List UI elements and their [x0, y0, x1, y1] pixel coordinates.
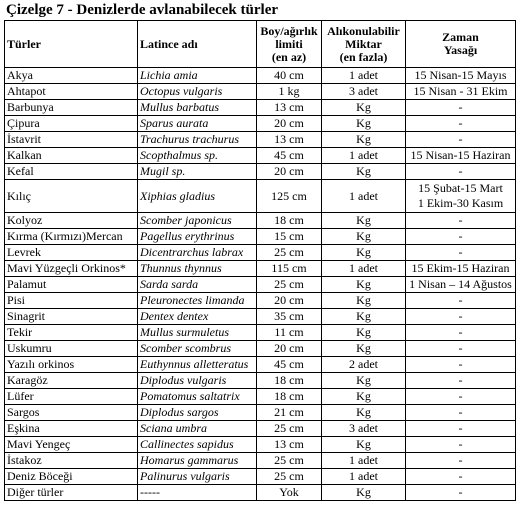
size-limit-cell: 15 cm [257, 229, 322, 245]
table-row [5, 132, 516, 148]
quantity-cell: 1 adet [322, 68, 406, 84]
table-row [5, 357, 516, 373]
size-limit-cell: 25 cm [257, 277, 322, 293]
header-qty-line1: Alıkonulabilir [327, 23, 400, 38]
time-ban-line: 1 Nisan – 14 Ağustos [409, 277, 512, 291]
time-ban-cell [406, 437, 516, 453]
latin-name-cell: Scomber scombrus [138, 341, 257, 357]
table-body [5, 68, 516, 501]
header-quantity [322, 21, 406, 68]
latin-name-cell: Thunnus thynnus [138, 261, 257, 277]
time-ban-line: - [458, 437, 463, 451]
species-name-cell: Akya [5, 68, 138, 84]
latin-name-cell: Callinectes sapidus [138, 437, 257, 453]
table-row [5, 309, 516, 325]
time-ban-cell [406, 164, 516, 180]
time-ban-cell [406, 213, 516, 229]
species-name-cell: Tekir [5, 325, 138, 341]
size-limit-cell: 35 cm [257, 309, 322, 325]
latin-name-cell: Homarus gammarus [138, 453, 257, 469]
table-row [5, 453, 516, 469]
header-ban-line1: Zaman [442, 30, 479, 44]
table-row [5, 405, 516, 421]
table-title: Çizelge 7 - Denizlerde avlanabilecek türler [6, 2, 279, 18]
header-latin: Latince adı [138, 21, 257, 68]
species-name-cell: Karagöz [5, 373, 138, 389]
latin-name-cell: Diplodus sargos [138, 405, 257, 421]
time-ban-line: - [458, 132, 463, 146]
quantity-cell: Kg [322, 213, 406, 229]
time-ban-cell [406, 180, 516, 213]
time-ban-cell [406, 405, 516, 421]
time-ban-line: - [458, 245, 463, 259]
header-limit [257, 21, 322, 68]
latin-name-cell: Sarda sarda [138, 277, 257, 293]
time-ban-cell [406, 132, 516, 148]
quantity-cell: Kg [322, 325, 406, 341]
latin-name-cell: ----- [138, 485, 257, 501]
size-limit-cell: 18 cm [257, 373, 322, 389]
size-limit-cell: 25 cm [257, 421, 322, 437]
table-row [5, 373, 516, 389]
latin-name-cell: Sciana umbra [138, 421, 257, 437]
time-ban-line: - [458, 116, 463, 130]
size-limit-cell: 25 cm [257, 453, 322, 469]
quantity-cell: 1 adet [322, 469, 406, 485]
time-ban-line: 15 Şubat-15 Mart [418, 181, 503, 195]
size-limit-cell: 45 cm [257, 357, 322, 373]
quantity-cell: 3 adet [322, 421, 406, 437]
time-ban-cell [406, 245, 516, 261]
table-row [5, 341, 516, 357]
size-limit-cell: 115 cm [257, 261, 322, 277]
species-name-cell: Pisi [5, 293, 138, 309]
size-limit-cell: 21 cm [257, 405, 322, 421]
quantity-cell: Kg [322, 245, 406, 261]
quantity-cell: Kg [322, 132, 406, 148]
time-ban-line: 15 Nisan-15 Haziran [410, 148, 511, 162]
species-name-cell: Kalkan [5, 148, 138, 164]
table-row [5, 180, 516, 213]
species-name-cell: Levrek [5, 245, 138, 261]
time-ban-line: - [458, 325, 463, 339]
time-ban-line: - [458, 389, 463, 403]
quantity-cell: Kg [322, 389, 406, 405]
species-name-cell: Lüfer [5, 389, 138, 405]
quantity-cell: Kg [322, 485, 406, 501]
quantity-cell: 3 adet [322, 84, 406, 100]
time-ban-line: - [458, 164, 463, 178]
time-ban-line: 1 Ekim-30 Kasım [417, 196, 504, 210]
time-ban-cell [406, 116, 516, 132]
latin-name-cell: Palinurus vulgaris [138, 469, 257, 485]
species-name-cell: Eşkina [5, 421, 138, 437]
quantity-cell: Kg [322, 116, 406, 132]
table-row [5, 485, 516, 501]
size-limit-cell: 45 cm [257, 148, 322, 164]
time-ban-line: 15 Nisan-15 Mayıs [414, 68, 507, 82]
time-ban-line: - [458, 293, 463, 307]
time-ban-cell [406, 261, 516, 277]
table-row [5, 293, 516, 309]
time-ban-line: - [458, 229, 463, 243]
species-name-cell: Kefal [5, 164, 138, 180]
species-name-cell: Yazılı orkinos [5, 357, 138, 373]
size-limit-cell: 13 cm [257, 437, 322, 453]
size-limit-cell: 25 cm [257, 245, 322, 261]
time-ban-cell [406, 469, 516, 485]
latin-name-cell: Mullus surmuletus [138, 325, 257, 341]
latin-name-cell: Octopus vulgaris [138, 84, 257, 100]
latin-name-cell: Pomatomus saltatrix [138, 389, 257, 405]
table-row [5, 261, 516, 277]
time-ban-cell [406, 309, 516, 325]
size-limit-cell: 18 cm [257, 389, 322, 405]
quantity-cell: Kg [322, 309, 406, 325]
species-name-cell: Mavi Yengeç [5, 437, 138, 453]
size-limit-cell: 125 cm [257, 180, 322, 213]
header-row [5, 21, 516, 68]
species-name-cell: Kolyoz [5, 213, 138, 229]
size-limit-cell: 13 cm [257, 100, 322, 116]
time-ban-cell [406, 389, 516, 405]
latin-name-cell: Mugil sp. [138, 164, 257, 180]
quantity-cell: 1 adet [322, 148, 406, 164]
latin-name-cell: Scopthalmus sp. [138, 148, 257, 164]
size-limit-cell: 20 cm [257, 341, 322, 357]
quantity-cell: 2 adet [322, 357, 406, 373]
time-ban-cell [406, 373, 516, 389]
species-name-cell: Kılıç [5, 180, 138, 213]
table-row [5, 245, 516, 261]
quantity-cell: 1 adet [322, 261, 406, 277]
latin-name-cell: Dicentrarchus labrax [138, 245, 257, 261]
size-limit-cell: 20 cm [257, 116, 322, 132]
time-ban-cell [406, 84, 516, 100]
time-ban-cell [406, 229, 516, 245]
time-ban-cell [406, 421, 516, 437]
time-ban-line: - [458, 373, 463, 387]
latin-name-cell: Pagellus erythrinus [138, 229, 257, 245]
size-limit-cell: Yok [257, 485, 322, 501]
latin-name-cell: Euthynnus alletteratus [138, 357, 257, 373]
size-limit-cell: 20 cm [257, 164, 322, 180]
table-row [5, 277, 516, 293]
table-row [5, 213, 516, 229]
time-ban-line: 15 Nisan - 31 Ekim [413, 84, 508, 98]
quantity-cell: Kg [322, 437, 406, 453]
quantity-cell: 1 adet [322, 453, 406, 469]
time-ban-line: - [458, 341, 463, 355]
species-name-cell: İstavrit [5, 132, 138, 148]
time-ban-cell [406, 293, 516, 309]
size-limit-cell: 13 cm [257, 132, 322, 148]
header-qty-line3: (en fazla) [339, 49, 388, 64]
time-ban-cell [406, 357, 516, 373]
species-table [4, 20, 516, 501]
size-limit-cell: 20 cm [257, 293, 322, 309]
quantity-cell: Kg [322, 100, 406, 116]
table-row [5, 437, 516, 453]
time-ban-cell [406, 453, 516, 469]
time-ban-cell [406, 68, 516, 84]
size-limit-cell: 11 cm [257, 325, 322, 341]
quantity-cell: 1 adet [322, 180, 406, 213]
species-name-cell: Ahtapot [5, 84, 138, 100]
table-row [5, 148, 516, 164]
species-name-cell: Kırma (Kırmızı)Mercan [5, 229, 138, 245]
time-ban-line: 15 Ekim-15 Haziran [411, 261, 510, 275]
time-ban-line: - [458, 309, 463, 323]
time-ban-line: - [458, 357, 463, 371]
header-species: Türler [5, 21, 138, 68]
time-ban-cell [406, 148, 516, 164]
time-ban-cell [406, 100, 516, 116]
header-qty-line2: Miktar [345, 36, 382, 51]
table-row [5, 325, 516, 341]
size-limit-cell: 40 cm [257, 68, 322, 84]
table-row [5, 100, 516, 116]
time-ban-cell [406, 325, 516, 341]
size-limit-cell: 1 kg [257, 84, 322, 100]
species-name-cell: Sargos [5, 405, 138, 421]
time-ban-line: - [458, 485, 463, 499]
species-name-cell: Sinagrit [5, 309, 138, 325]
table-row [5, 229, 516, 245]
latin-name-cell: Dentex dentex [138, 309, 257, 325]
table-row [5, 68, 516, 84]
species-name-cell: İstakoz [5, 453, 138, 469]
time-ban-line: - [458, 100, 463, 114]
species-name-cell: Palamut [5, 277, 138, 293]
table-row [5, 84, 516, 100]
header-time-ban [406, 21, 516, 68]
header-limit-line2: limiti [275, 36, 303, 51]
quantity-cell: Kg [322, 373, 406, 389]
latin-name-cell: Sparus aurata [138, 116, 257, 132]
latin-name-cell: Lichia amia [138, 68, 257, 84]
species-name-cell: Uskumru [5, 341, 138, 357]
species-name-cell: Deniz Böceği [5, 469, 138, 485]
table-row [5, 164, 516, 180]
size-limit-cell: 18 cm [257, 213, 322, 229]
time-ban-line: - [458, 421, 463, 435]
quantity-cell: Kg [322, 341, 406, 357]
latin-name-cell: Diplodus vulgaris [138, 373, 257, 389]
header-limit-line3: (en az) [271, 49, 307, 64]
table-row [5, 389, 516, 405]
quantity-cell: Kg [322, 229, 406, 245]
species-name-cell: Mavi Yüzgeçli Orkinos* [5, 261, 138, 277]
quantity-cell: Kg [322, 277, 406, 293]
species-name-cell: Çipura [5, 116, 138, 132]
quantity-cell: Kg [322, 405, 406, 421]
species-name-cell: Diğer türler [5, 485, 138, 501]
header-limit-line1: Boy/ağırlık [260, 23, 318, 38]
latin-name-cell: Scomber japonicus [138, 213, 257, 229]
time-ban-line: - [458, 453, 463, 467]
latin-name-cell: Mullus barbatus [138, 100, 257, 116]
latin-name-cell: Xiphias gladius [138, 180, 257, 213]
latin-name-cell: Trachurus trachurus [138, 132, 257, 148]
latin-name-cell: Pleuronectes limanda [138, 293, 257, 309]
time-ban-line: - [458, 469, 463, 483]
table-row [5, 116, 516, 132]
time-ban-line: - [458, 405, 463, 419]
table-row [5, 421, 516, 437]
size-limit-cell: 25 cm [257, 469, 322, 485]
species-name-cell: Barbunya [5, 100, 138, 116]
time-ban-cell [406, 341, 516, 357]
time-ban-line: - [458, 213, 463, 227]
quantity-cell: Kg [322, 293, 406, 309]
time-ban-cell [406, 485, 516, 501]
time-ban-cell [406, 277, 516, 293]
header-ban-line2: Yasağı [443, 43, 478, 57]
quantity-cell: Kg [322, 164, 406, 180]
table-row [5, 469, 516, 485]
